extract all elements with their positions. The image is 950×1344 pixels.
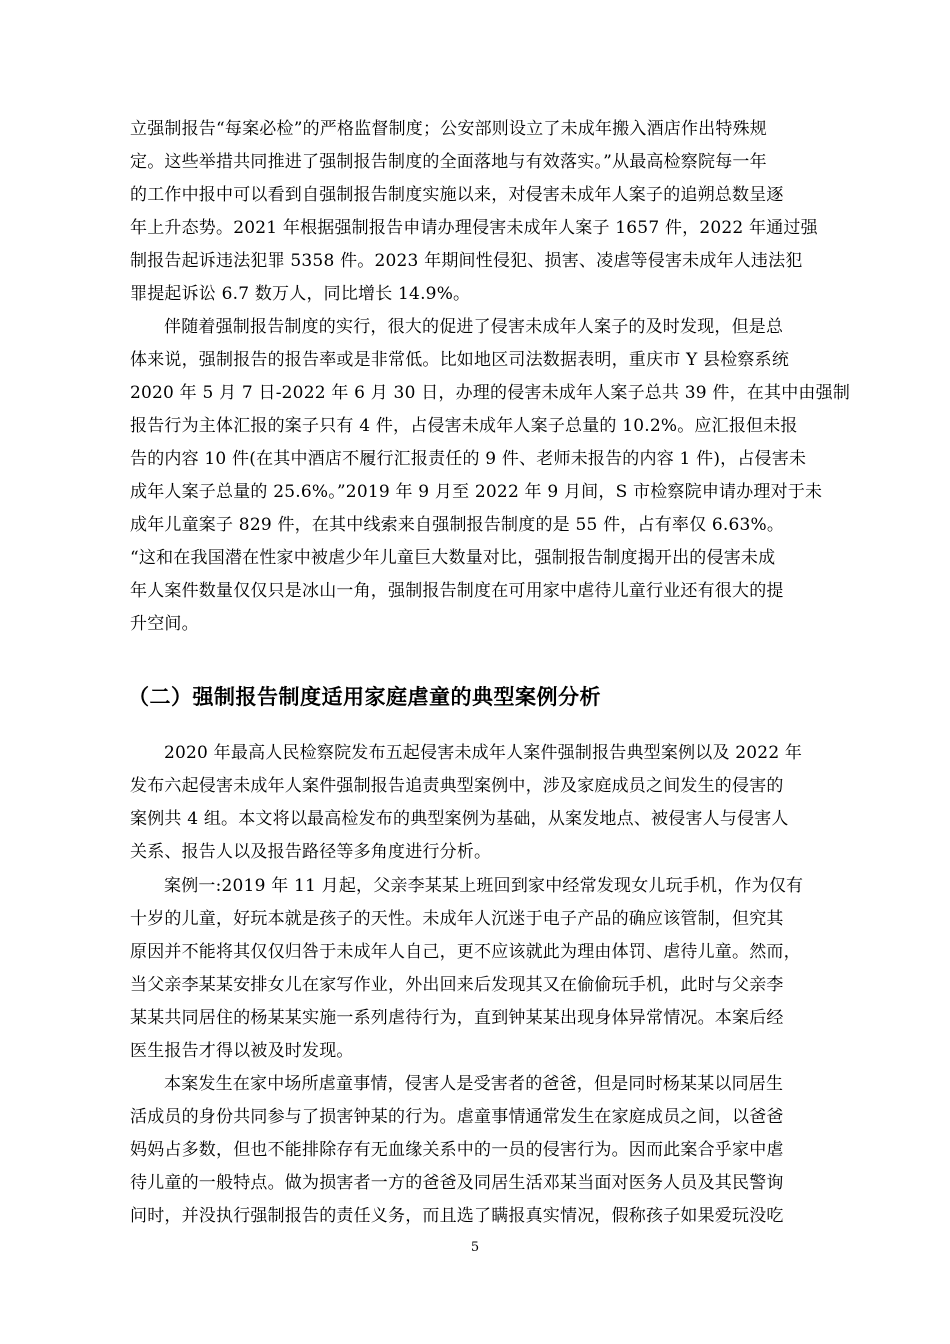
paragraph-line: 成年儿童案子 829 件，在其中线索来自强制报告制度的是 55 件，占有率仅 6.63%。: [130, 515, 785, 535]
paragraph-line: 伴随着强制报告制度的实行，很大的促进了侵害未成年人案子的及时发现，但是总: [164, 317, 784, 337]
paragraph-line: 妈妈占多数，但也不能排除存有无血缘关系中的一员的侵害行为。因而此案合乎家中虐: [130, 1140, 784, 1160]
section-heading: （二）强制报告制度适用家庭虐童的典型案例分析: [128, 685, 601, 709]
paragraph-line: 待儿童的一般特点。做为损害者一方的爸爸及同居生活邓某当面对医务人员及其民警询: [130, 1173, 784, 1193]
paragraph-line: 体来说，强制报告的报告率或是非常低。比如地区司法数据表明，重庆市 Y 县检察系统: [130, 350, 790, 370]
paragraph-line: 医生报告才得以被及时发现。: [130, 1041, 354, 1061]
paragraph-line: 发布六起侵害未成年人案件强制报告追责典型案例中，涉及家庭成员之间发生的侵害的: [130, 776, 784, 796]
page-number: 5: [470, 1240, 480, 1255]
paragraph-line: 原因并不能将其仅仅归咎于未成年人自己，更不应该就此为理由体罚、虐待儿童。然而，: [130, 942, 801, 962]
paragraph-line: 2020 年 5 月 7 日-2022 年 6 月 30 日，办理的侵害未成年人案子总共 39 件，在其中由强制: [130, 383, 851, 403]
paragraph-line: 告的内容 10 件(在其中酒店不履行汇报责任的 9 件、老师未报告的内容 1 件)，占侵害未: [130, 449, 807, 469]
paragraph-line: 案例共 4 组。本文将以最高检发布的典型案例为基础，从案发地点、被侵害人与侵害人: [130, 809, 789, 829]
paragraph-line: 关系、报告人以及报告路径等多角度进行分析。: [130, 842, 492, 862]
paragraph-line: 年上升态势。2021 年根据强制报告申请办理侵害未成年人案子 1657 件，2022 年通过强: [130, 218, 818, 238]
paragraph-line: 报告行为主体汇报的案子只有 4 件，占侵害未成年人案子总量的 10.2%。应汇报但未报: [130, 416, 798, 436]
paragraph-line: 成年人案子总量的 25.6%。”2019 年 9 月至 2022 年 9 月间，S 市检察院申请办理对于未: [130, 482, 823, 502]
paragraph-line: 十岁的儿童，好玩本就是孩子的天性。未成年人沉迷于电子产品的确应该管制，但究其: [130, 909, 784, 929]
paragraph-line: 年人案件数量仅仅只是冰山一角，强制报告制度在可用家中虐待儿童行业还有很大的提: [130, 581, 784, 601]
paragraph-line: 当父亲李某某安排女儿在家写作业，外出回来后发现其又在偷偷玩手机，此时与父亲李: [130, 975, 784, 995]
paragraph-line: 案例一:2019 年 11 月起，父亲李某某上班回到家中经常发现女儿玩手机，作为仅有: [164, 876, 804, 896]
paragraph-line: 问时，并没执行强制报告的责任义务，而且选了瞒报真实情况，假称孩子如果爱玩没吃: [130, 1206, 784, 1226]
paragraph-line: 2020 年最高人民检察院发布五起侵害未成年人案件强制报告典型案例以及 2022 年: [164, 743, 803, 763]
paragraph-line: “这和在我国潜在性家中被虐少年儿童巨大数量对比，强制报告制度揭开出的侵害未成: [130, 548, 776, 568]
paragraph-line: 罪提起诉讼 6.7 数万人，同比增长 14.9%。: [130, 284, 471, 304]
paragraph-line: 立强制报告“每案必检”的严格监督制度；公安部则设立了未成年搬入酒店作出特殊规: [130, 119, 767, 139]
paragraph-line: 定。这些举措共同推进了强制报告制度的全面落地与有效落实。”从最高检察院每一年: [130, 152, 767, 172]
paragraph-line: 本案发生在家中场所虐童事情，侵害人是受害者的爸爸，但是同时杨某某以同居生: [164, 1074, 784, 1094]
paragraph-line: 的工作中报中可以看到自强制报告制度实施以来，对侵害未成年人案子的追朔总数呈逐: [130, 185, 784, 205]
paragraph-line: 制报告起诉违法犯罪 5358 件。2023 年期间性侵犯、损害、凌虐等侵害未成年人违法犯: [130, 251, 803, 271]
paragraph-line: 升空间。: [130, 614, 199, 634]
paragraph-line: 活成员的身份共同参与了损害钟某的行为。虐童事情通常发生在家庭成员之间，以爸爸: [130, 1107, 784, 1127]
paragraph-line: 某某共同居住的杨某某实施一系列虐待行为，直到钟某某出现身体异常情况。本案后经: [130, 1008, 784, 1028]
